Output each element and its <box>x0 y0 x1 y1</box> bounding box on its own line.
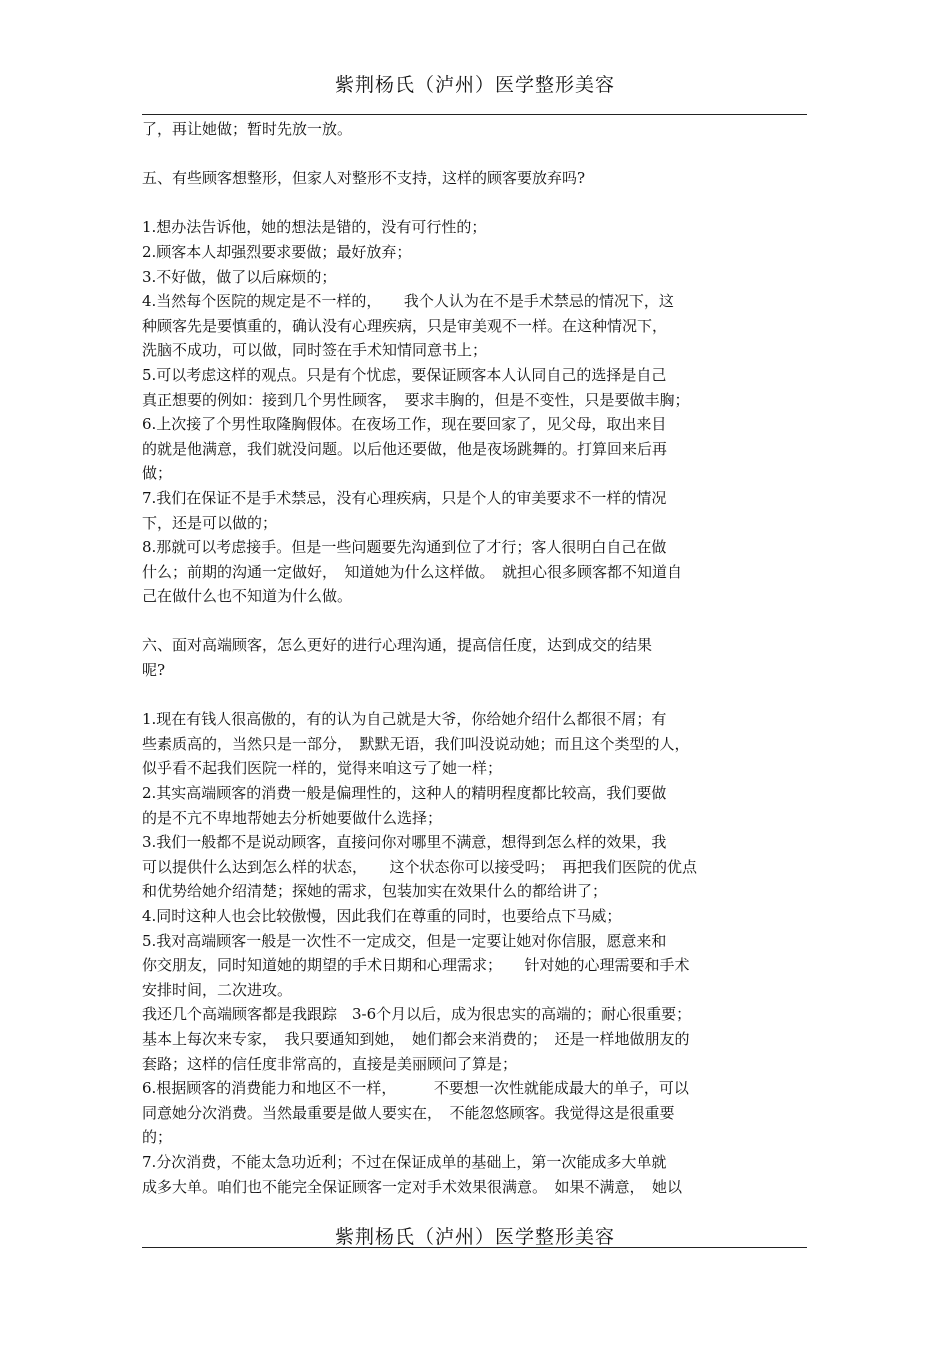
text-line: 了，再让她做；暂时先放一放。 <box>142 120 353 138</box>
text-line: 己在做什么也不知道为什么做。 <box>142 587 353 606</box>
text-line: 六、面对高端顾客，怎么更好的进行心理沟通，提高信任度，达到成交的结果 <box>142 636 653 655</box>
page-footer-title: 紫荆杨氏（泸州）医学整形美容 <box>334 1226 615 1248</box>
text-line: 安排时间，二次进攻。 <box>142 980 293 999</box>
text-line: 些素质高的，当然只是一部分， 默默无语，我们叫没说动她；而且这个类型的人， <box>142 734 690 753</box>
text-line: 3.不好做，做了以后麻烦的； <box>142 267 337 286</box>
text-line: 真正想要的例如：接到几个男性顾客， 要求丰胸的，但是不变性，只是要做丰胸； <box>142 390 690 409</box>
text-line: 1.想办法告诉他，她的想法是错的，没有可行性的； <box>142 218 487 237</box>
text-line: 什么；前期的沟通一定做好， 知道她为什么这样做。 就担心很多顾客都不知道自 <box>142 562 683 581</box>
document-body <box>142 117 807 1217</box>
blank-line <box>142 609 807 634</box>
text-line: 你交朋友，同时知道她的期望的手术日期和心理需求； 针对她的心理需要和手术 <box>142 956 690 975</box>
page-header-title: 紫荆杨氏（泸州）医学整形美容 <box>334 74 615 96</box>
text-line: 的就是他满意，我们就没问题。以后他还要做，他是夜场跳舞的。打算回来后再 <box>142 439 668 458</box>
text-line: 成多大单。咱们也不能完全保证顾客一定对手术效果很满意。 如果不满意， 她以 <box>142 1177 683 1196</box>
text-line: 基本上每次来专家， 我只要通知到她， 她们都会来消费的； 还是一样地做朋友的 <box>142 1029 690 1048</box>
text-line: 2.顾客本人却强烈要求要做；最好放弃； <box>142 242 412 261</box>
text-line: 洗脑不成功，可以做，同时签在手术知情同意书上； <box>142 341 488 360</box>
text-line: 呢? <box>142 661 166 680</box>
text-line: 的是不亢不卑地帮她去分析她要做什么选择； <box>142 808 443 827</box>
text-line: 7.我们在保证不是手术禁忌，没有心理疾病，只是个人的审美要求不一样的情况 <box>142 488 667 507</box>
text-line: 同意她分次消费。当然最重要是做人要实在， 不能忽悠顾客。我觉得这是很重要 <box>142 1103 675 1122</box>
text-line: 4.当然每个医院的规定是不一样的， 我个人认为在不是手术禁忌的情况下，这 <box>142 292 674 311</box>
text-line: 种顾客先是要慎重的，确认没有心理疾病，只是审美观不一样。在这种情况下， <box>142 316 668 335</box>
text-line: 8.那就可以考虑接手。但是一些问题要先沟通到位了才行；客人很明白自己在做 <box>142 538 667 557</box>
blank-line <box>142 142 807 167</box>
text-line: 3.我们一般都不是说动顾客，直接问你对哪里不满意，想得到怎么样的效果，我 <box>142 833 667 852</box>
text-line: 似乎看不起我们医院一样的，觉得来咱这亏了她一样； <box>142 759 503 778</box>
text-line: 7.分次消费，不能太急功近利；不过在保证成单的基础上，第一次能成多大单就 <box>142 1152 667 1171</box>
text-line: 6.根据顾客的消费能力和地区不一样， 不要想一次性就能成最大的单子，可以 <box>142 1079 689 1098</box>
blank-line <box>142 191 807 216</box>
text-line: 5.我对高端顾客一般是一次性不一定成交，但是一定要让她对你信服，愿意来和 <box>142 931 667 950</box>
text-line: 4.同时这种人也会比较傲慢，因此我们在尊重的同时，也要给点下马威； <box>142 907 622 925</box>
text-line: 可以提供什么达到怎么样的状态， 这个状态你可以接受吗； 再把我们医院的优点 <box>142 857 698 876</box>
text-line: 2.其实高端顾客的消费一般是偏理性的，这种人的精明程度都比较高，我们要做 <box>142 784 667 803</box>
header-divider <box>142 114 807 115</box>
text-line: 5.可以考虑这样的观点。只是有个忧虑，要保证顾客本人认同自己的选择是自己 <box>142 365 667 384</box>
text-line: 套路；这样的信任度非常高的，直接是美丽顾问了算是； <box>142 1054 518 1073</box>
text-line: 下，还是可以做的； <box>142 513 278 532</box>
footer-divider <box>142 1247 807 1248</box>
text-line: 6.上次接了个男性取隆胸假体。在夜场工作，现在要回家了，见父母，取出来目 <box>142 415 667 434</box>
text-line: 1.现在有钱人很高傲的，有的认为自己就是大爷，你给她介绍什么都很不屑；有 <box>142 710 667 729</box>
text-line: 的； <box>142 1128 173 1147</box>
text-line: 和优势给她介绍清楚；探她的需求，包装加实在效果什么的都给讲了； <box>142 882 608 901</box>
text-line: 做； <box>142 464 173 483</box>
blank-line <box>142 683 807 708</box>
text-line: 五、有些顾客想整形，但家人对整形不支持，这样的顾客要放弃吗? <box>142 169 586 188</box>
text-line: 我还几个高端顾客都是我跟踪 3-6个月以后，成为很忠实的高端的；耐心很重要； <box>142 1005 692 1024</box>
